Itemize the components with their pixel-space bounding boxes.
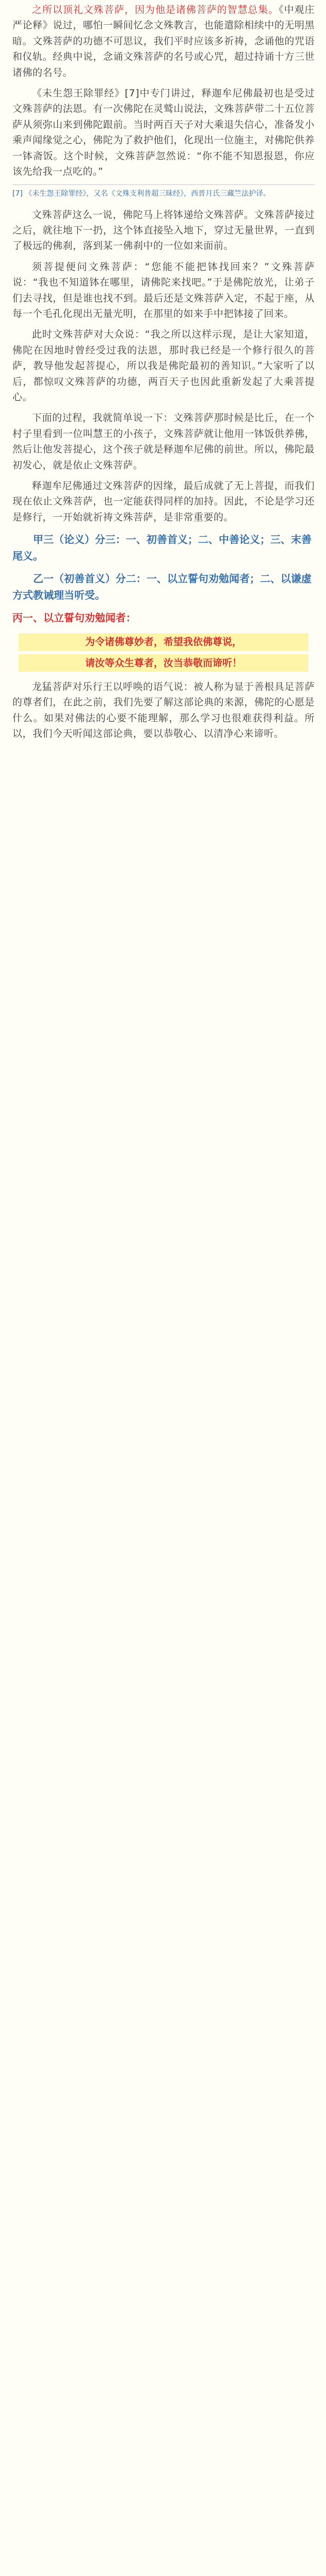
article [0,0,326,757]
highlight-text: 之所以顶礼文殊菩萨，因为他是诸佛菩萨的智慧总集。 [32,4,279,15]
verse-line-2: 请汝等众生尊者，汝当恭敬而谛听！ [19,654,308,672]
paragraph-1 [12,2,315,80]
section-heading-2: 乙一（初善首义）分二：一、以立誓句劝勉闻者；二、以谦虚方式教诫理当听受。 [12,572,312,602]
paragraph-8: 龙猛菩萨对乐行王以呼唤的语气说：被人称为显于善根具足菩萨的尊者们，在此之前，我们先要了解这部论典的来源，佛陀的心愿是什么。如果对佛法的心要不能理解，那么学习也很难获得利益。所以，我们今天听闻这部论典，要以恭敬心、以清净心来谛听。 [12,681,315,740]
paragraph-4: 须菩提便问文殊菩萨：“您能不能把钵找回来？”文殊菩萨说：“我也不知道钵在哪里，请佛陀来找吧。”于是佛陀放光，让弟子们去寻找，但是谁也找不到。最后还是文殊菩萨入定，不起于座，从每一个毛孔化现出无量光明，在那里的如来手中把钵接了回来。 [12,261,315,320]
paragraph-2 [12,86,315,179]
divider [12,184,315,185]
paragraph-text: 《未生怨王除罪经》[7]中专门讲过，释迦牟尼佛最初也是受过文殊菩萨的法恩。有一次佛陀在灵鹫山说法，文殊菩萨带二十五位菩萨从须弥山来到佛陀跟前。当时两百天子对大乘退失信心，准备发小乘声闻缘觉之心，佛陀为了救护他们，化现出一位施主，对佛陀供养一钵斋饭。这个时候，文殊菩萨忽然说：“你不能不知恩报恩，你应该先给我一点吃的。” [12,87,315,177]
paragraph-7: 释迦牟尼佛通过文殊菩萨的因缘，最后成就了无上菩提，而我们现在依止文殊菩萨，也一定能获得同样的加持。因此，不论是学习还是修行，一开始就祈祷文殊菩萨，是非常重要的。 [12,480,315,523]
section-heading-3: 丙一、以立誓句劝勉闻者： [12,612,136,624]
paragraph-6: 下面的过程，我就简单说一下：文殊菩萨那时候是比丘，在一个村子里看到一位叫慧王的小孩子，文殊菩萨就让他用一钵饭供养佛，然后让他发菩提心，这个孩子就是释迦牟尼佛的前世。所以，佛陀最初发心，就是依止文殊菩萨。 [12,412,315,471]
paragraph-text: 《中观庄严论释》说过，哪怕一瞬间忆念文殊教言，也能遣除相续中的无明黑暗。文殊菩萨的功德不可思议，我们平时应该多祈祷，念诵他的咒语和仪轨。经典中说，念诵文殊菩萨的名号或心咒，超过持诵十方三世诸佛的名号。 [12,4,315,78]
paragraph-5: 此时文殊菩萨对大众说：“我之所以这样示现，是让大家知道，佛陀在因地时曾经受过我的法恩，那时我已经是一个修行很久的菩萨，教导他发起菩提心，所以我是佛陀最初的善知识。”大家听了以后，都惊叹文殊菩萨的功德，两百天子也因此重新发起了大乘菩提心。 [12,329,315,403]
footnote [12,188,315,199]
verse-block [12,633,315,672]
verse-line-1: 为令诸佛尊妙者，希望我依佛尊说， [19,633,308,651]
paragraph-3: 文殊菩萨这么一说，佛陀马上将钵递给文殊菩萨。文殊菩萨接过之后，就往地下一扔，这个钵直接坠入地下，穿过无量世界，一直到了极远的佛刹，落到某一佛刹中的一位如来面前。 [12,209,315,252]
footnote-text: [7] 《未生怨王除罪经》，又名《文殊支利普超三昧经》，西晋月氏三藏竺法护译。 [12,190,271,198]
section-heading-1: 甲三（论义）分三：一、初善首义；二、中善论义；三、末善尾义。 [12,533,312,563]
